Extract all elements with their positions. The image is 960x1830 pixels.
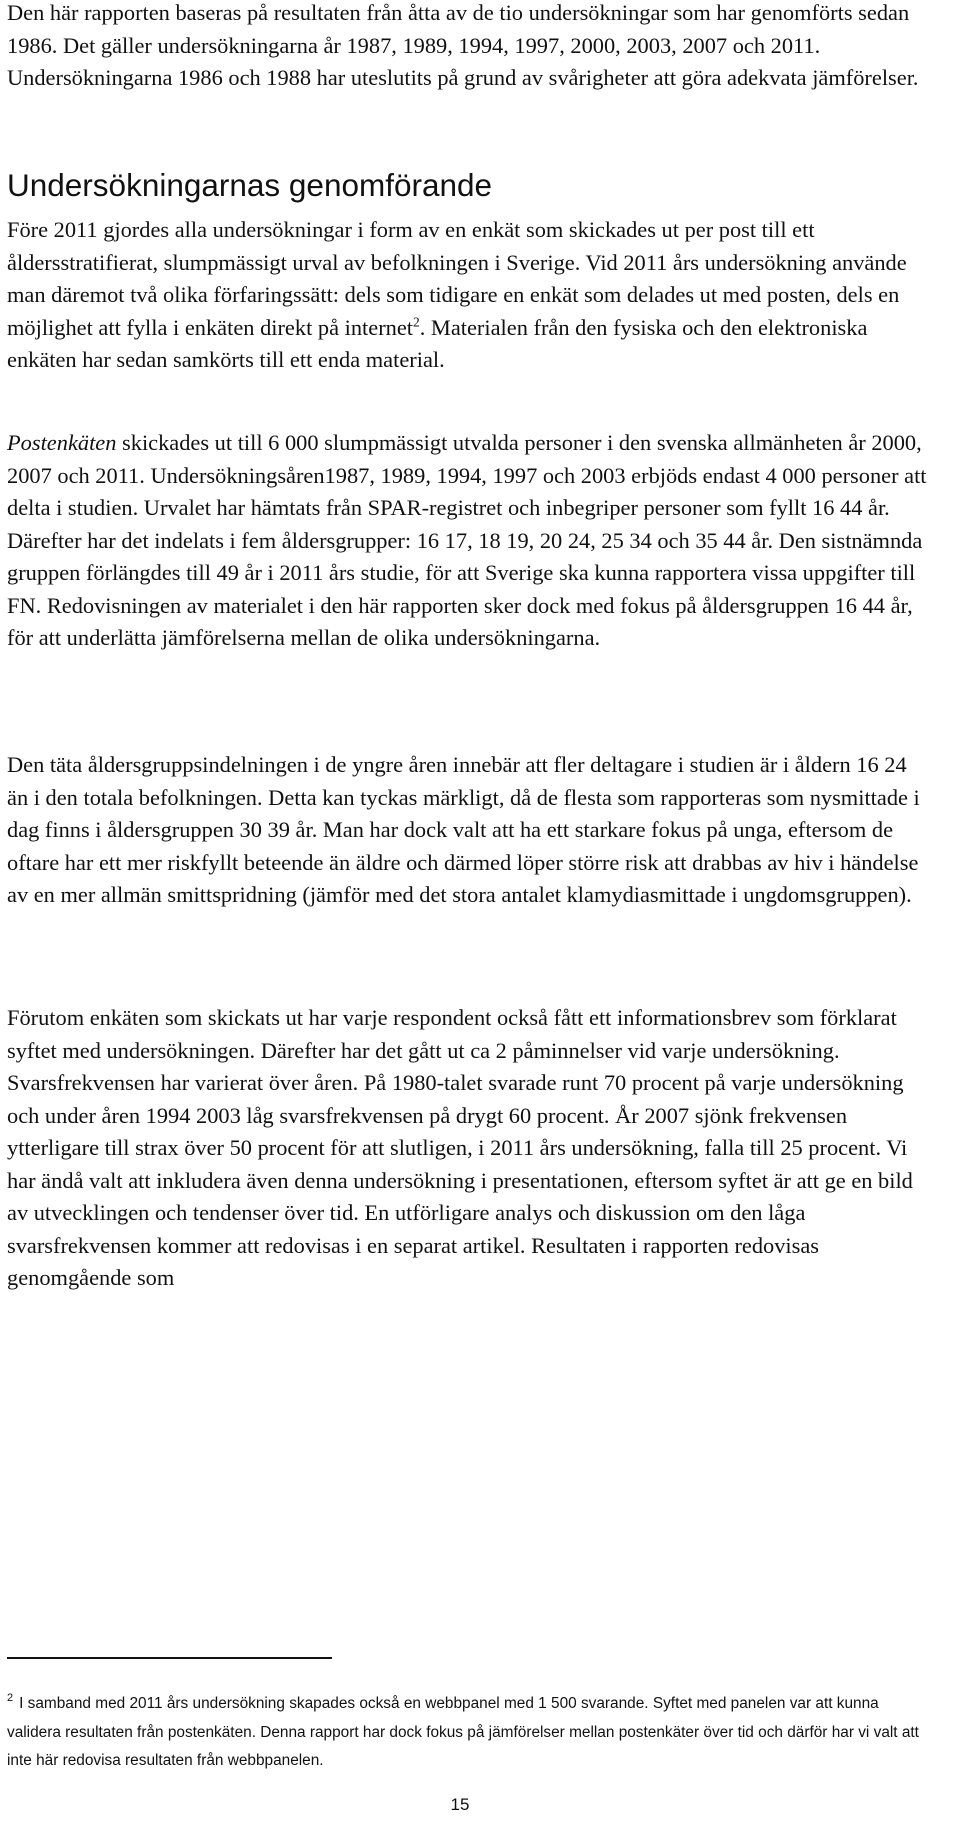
body-paragraph-4: Förutom enkäten som skickats ut har varje respondent också fått ett informationsbrev som förklarat syftet med undersökningen. Därefter har det gått ut ca 2 påminnelser vid varje undersökning. Svarsfrekvensen har varierat över åren. På 1980-talet svarade runt 70 procent på varje undersökning och under åren 1994 2003 låg svarsfrekvensen på drygt 60 procent. År 2007 sjönk frekvensen ytterligare till strax över 50 procent för att slutligen, i 2011 års undersökning, falla till 25 procent. Vi har ändå valt att inkludera även denna undersökning i presentationen, eftersom syftet är att ge en bild av utvecklingen och tendenser över tid. En utförligare analys och diskussion om den låga svarsfrekvensen kommer att redovisas i en separat artikel. Resultaten i rapporten redovisas genomgående som — [7, 1005, 913, 1290]
paragraph-text: Före 2011 gjordes alla undersökningar i form av en enkät som skickades ut per post till ett åldersstratifierat, slumpmässigt urval av befolkningen i Sverige. Vid 2011 års undersökning använde man däremot två olika förfaringssätt: dels som tidigare en enkät som delades ut med posten, dels en möjlighet att fylla i enkäten direkt på internet — [7, 217, 907, 340]
emphasized-term: Postenkäten — [7, 430, 117, 455]
page-number: 15 — [450, 1795, 470, 1814]
footnote-text: I samband med 2011 års undersökning skapades också en webbpanel med 1 500 svarande. Syftet med panelen var att kunna validera resultaten från postenkäten. Denna rapport har dock fokus på jämförelser mellan postenkäter över tid och därför har vi valt att inte här redovisa resultaten från webbpanelen. — [7, 1695, 919, 1769]
footnote-reference[interactable]: 2 — [413, 314, 420, 330]
body-paragraph-3: Den täta åldersgruppsindelningen i de yngre åren innebär att fler deltagare i studien är i åldern 16 24 än i den totala befolkningen. Detta kan tyckas märkligt, då de flesta som rapporteras som nysmittade i dag finns i åldersgruppen 30 39 år. Man har dock valt att ha ett starkare fokus på unga, eftersom de oftare har ett mer riskfyllt beteende än äldre och därmed löper större risk att drabbas av hiv i händelse av en mer allmän smittspridning (jämför med det stora antalet klamydiasmittade i ungdomsgruppen). — [7, 752, 920, 907]
section-heading: Undersökningarnas genomförande — [7, 167, 493, 203]
body-paragraph-2 — [7, 427, 929, 655]
paragraph-text: . Materialen från den fysiska och den elektroniska enkäten har sedan samkörts till ett enda material. — [7, 314, 868, 372]
footnote-marker: 2 — [7, 1692, 14, 1704]
footnote — [7, 1690, 922, 1775]
intro-paragraph: Den här rapporten baseras på resultaten från åtta av de tio undersökningar som har genomförts sedan 1986. Det gäller undersökningarna år 1987, 1989, 1994, 1997, 2000, 2003, 2007 och 2011. Undersökningarna 1986 och 1988 har uteslutits på grund av svårigheter att göra adekvata jämförelser. — [7, 0, 919, 90]
paragraph-text: skickades ut till 6 000 slumpmässigt utvalda personer i den svenska allmänheten år 2000, 2007 och 2011. Undersökningsåren1987, 1989, 1994, 1997 och 2003 erbjöds endast 4 000 personer att delta i studien. Urvalet har hämtats från SPAR-registret och inbegriper personer som fyllt 16 44 år. Därefter har det indelats i fem åldersgrupper: 16 17, 18 19, 20 24, 25 34 och 35 44 år. Den sistnämnda gruppen förlängdes till 49 år i 2011 års studie, för att Sverige ska kunna rapportera vissa uppgifter till FN. Redovisningen av materialet i den här rapporten sker dock med fokus på åldersgruppen 16 44 år, för att underlätta jämförelserna mellan de olika undersökningarna. — [7, 430, 927, 650]
footnote-separator — [7, 1657, 332, 1659]
body-paragraph-1 — [7, 214, 929, 377]
